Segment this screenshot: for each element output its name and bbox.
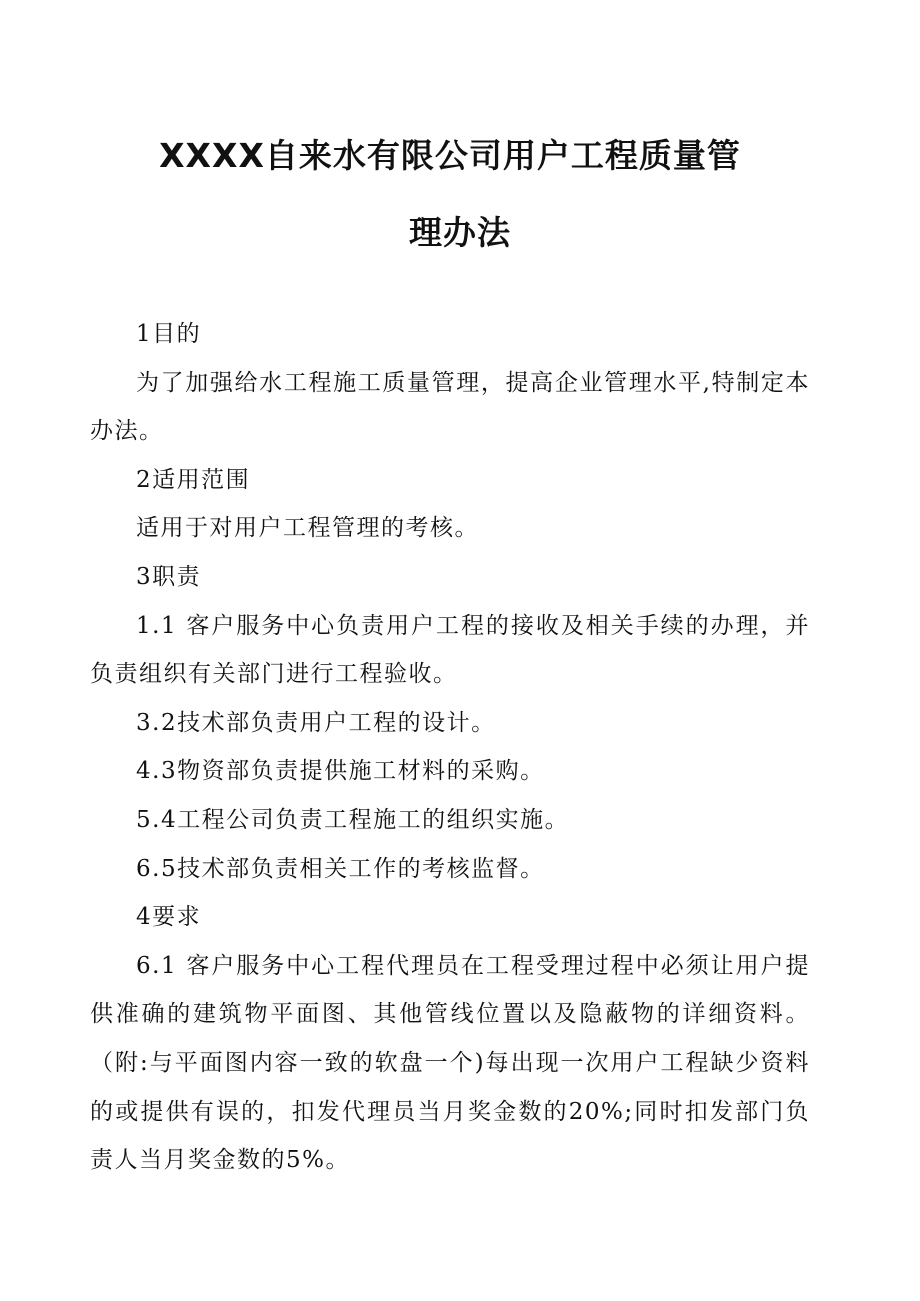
paragraph-purpose: 为了加强给水工程施工质量管理，提高企业管理水平,特制定本办法。: [90, 369, 810, 445]
paragraph-scope: 适用于对用户工程管理的考核。: [136, 515, 479, 542]
section-heading-scope: 2适用范围: [136, 466, 251, 493]
paragraph-duty-2: 3.2技术部负责用户工程的设计。: [136, 709, 496, 736]
section-heading-requirements: 4要求: [136, 904, 202, 931]
paragraph-duty-5: 6.5技术部负责相关工作的考核监督。: [136, 855, 545, 882]
section-heading-duties: 3职责: [136, 563, 202, 590]
document-title-line-2: 理办法: [409, 213, 511, 252]
paragraph-duty-4: 5.4工程公司负责工程施工的组织实施。: [136, 806, 570, 833]
paragraph-requirement-1: 6.1 客户服务中心工程代理员在工程受理过程中必须让用户提供准确的建筑物平面图、其他管线位置以及隐蔽物的详细资料。（附:与平面图内容一致的软盘一个)每出现一次用户工程缺少资料的或提供有误的，扣发代理员当月奖金数的20%;同时扣发部门负责人当月奖金数的5%。: [90, 952, 810, 1174]
section-heading-purpose: 1目的: [136, 321, 202, 347]
paragraph-duty-3: 4.3物资部负责提供施工材料的采购。: [136, 758, 545, 785]
document-title-line-1: XXXX自来水有限公司用户工程质量管: [159, 136, 741, 175]
document-body: [90, 310, 810, 1185]
paragraph-duty-1: 1.1 客户服务中心负责用户工程的接收及相关手续的办理，并负责组织有关部门进行工程验收。: [90, 612, 810, 688]
